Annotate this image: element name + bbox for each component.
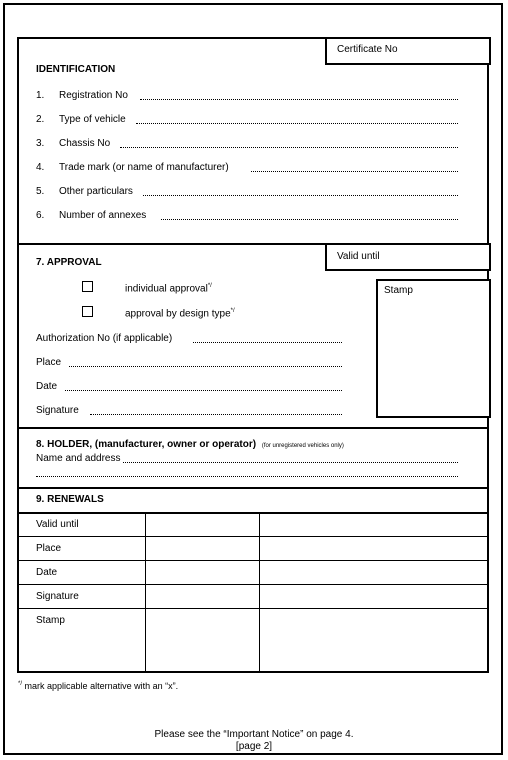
name-and-address-field[interactable] [123, 462, 458, 463]
row-divider [19, 536, 487, 537]
id-item-number: 4. [36, 162, 45, 173]
name-and-address-label: Name and address [36, 453, 121, 464]
renewals-column-divider [259, 513, 260, 673]
individual-approval-checkbox[interactable] [82, 281, 93, 292]
design-type-approval-label: approval by design type*/ [125, 308, 235, 320]
signature-label: Signature [36, 405, 79, 416]
renewals-column-divider [145, 513, 146, 673]
holder-heading: 8. HOLDER, (manufacturer, owner or operator) (for unregistered vehicles only) [36, 439, 344, 450]
registration-no-field[interactable] [140, 99, 458, 100]
holder-note: (for unregistered vehicles only) [261, 443, 344, 449]
renewal-row-label: Signature [36, 591, 79, 602]
id-item-label: Other particulars [59, 186, 133, 197]
renewals-heading: 9. RENEWALS [36, 494, 104, 505]
id-item-number: 3. [36, 138, 45, 149]
footnote: */ mark applicable alternative with an “x”. [18, 681, 179, 691]
identification-heading: IDENTIFICATION [36, 64, 116, 75]
important-notice: Please see the “Important Notice” on page 4. [154, 729, 354, 740]
row-divider [19, 608, 487, 609]
footnote-mark: */ [18, 681, 23, 687]
id-item-number: 1. [36, 90, 45, 101]
row-divider [19, 560, 487, 561]
certificate-no-box [325, 37, 491, 65]
other-particulars-field[interactable] [143, 195, 458, 196]
valid-until-box [325, 243, 491, 271]
annexes-field[interactable] [161, 219, 458, 220]
vehicle-type-field[interactable] [136, 123, 458, 124]
valid-until-label: Valid until [337, 251, 380, 262]
id-item-number: 2. [36, 114, 45, 125]
approval-heading: 7. APPROVAL [36, 257, 102, 268]
id-item-label: Trade mark (or name of manufacturer) [59, 162, 229, 173]
row-divider [19, 584, 487, 585]
date-field[interactable] [65, 390, 342, 391]
renewal-row-label: Valid until [36, 519, 79, 530]
authorization-no-label: Authorization No (if applicable) [36, 333, 173, 344]
certificate-no-label: Certificate No [337, 44, 398, 55]
place-field[interactable] [69, 366, 342, 367]
name-and-address-field-line2[interactable] [36, 476, 458, 477]
id-item-label: Chassis No [59, 138, 111, 149]
design-type-approval-checkbox[interactable] [82, 306, 93, 317]
chassis-no-field[interactable] [120, 147, 458, 148]
id-item-label: Registration No [59, 90, 128, 101]
id-item-label: Type of vehicle [59, 114, 126, 125]
renewal-row-label: Stamp [36, 615, 65, 626]
footnote-mark: */ [207, 283, 212, 289]
authorization-no-field[interactable] [193, 342, 342, 343]
date-label: Date [36, 381, 58, 392]
individual-approval-label: individual approval*/ [125, 283, 212, 295]
approval-stamp-box [376, 279, 491, 418]
id-item-number: 5. [36, 186, 45, 197]
stamp-label: Stamp [384, 285, 413, 296]
trade-mark-field[interactable] [251, 171, 458, 172]
place-label: Place [36, 357, 62, 368]
id-item-label: Number of annexes [59, 210, 147, 221]
id-item-number: 6. [36, 210, 45, 221]
section-divider [19, 427, 487, 429]
footnote-mark: */ [230, 308, 235, 314]
renewal-row-label: Date [36, 567, 58, 578]
renewals-table-top [19, 512, 487, 514]
section-divider [19, 487, 487, 489]
signature-field[interactable] [90, 414, 342, 415]
renewal-row-label: Place [36, 543, 62, 554]
certificate-form [17, 37, 489, 673]
page-number: [page 2] [235, 741, 273, 752]
